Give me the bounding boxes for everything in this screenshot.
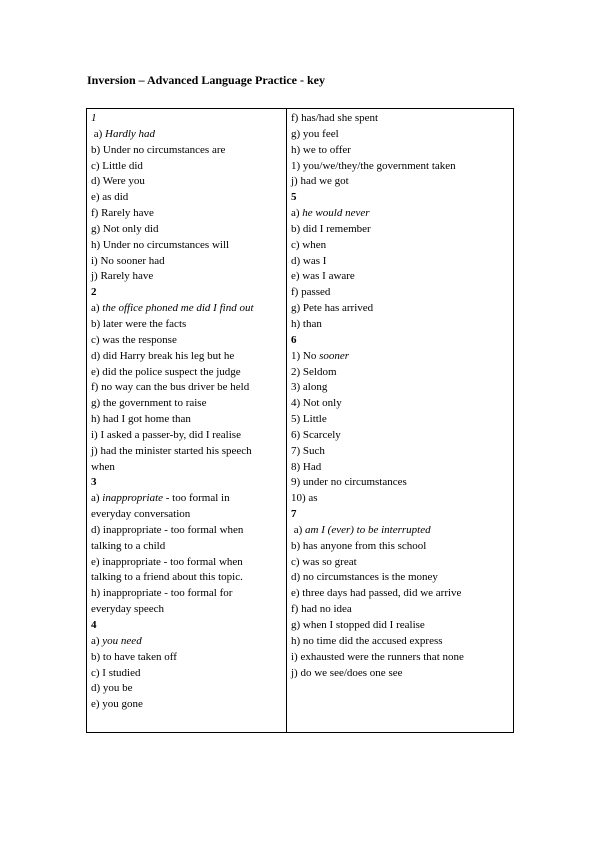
answer-line: 9) under no circumstances	[291, 476, 407, 489]
answer-line	[91, 634, 283, 650]
answer-line: h) we to offer	[291, 143, 351, 156]
exercise-number: 4	[91, 619, 97, 631]
answer-line: e) as did	[91, 191, 129, 204]
answer-prefix: a)	[291, 207, 303, 220]
answer-line	[91, 301, 283, 317]
answer-line: i) I asked a passer-by, did I realise	[91, 428, 241, 441]
example-answer: the office phoned me did I find out	[102, 302, 254, 315]
answer-line: 2) Seldom	[291, 365, 337, 378]
answer-line	[291, 523, 513, 539]
answer-prefix: a)	[291, 523, 306, 536]
answer-line: j) had we got	[291, 175, 349, 188]
answer-line: everyday speech	[91, 603, 164, 616]
answer-line: h) inappropriate - too formal for	[91, 587, 233, 600]
answer-line: 7) Such	[291, 444, 325, 457]
answer-line: f) has/had she spent	[291, 112, 379, 124]
answer-line: 3) along	[291, 381, 328, 394]
answer-line: e) three days had passed, did we arrive	[291, 587, 462, 600]
answer-line: e) inappropriate - too formal when	[91, 555, 243, 568]
answer-line	[91, 491, 283, 507]
answer-line: 1) you/we/they/the government taken	[291, 159, 456, 172]
answer-prefix: 1) No	[291, 349, 320, 362]
answer-line: b) has anyone from this school	[291, 539, 427, 552]
answer-line: h) than	[291, 317, 322, 330]
answer-line: g) you feel	[291, 127, 339, 140]
answer-line: f) no way can the bus driver be held	[91, 381, 250, 394]
answer-line: 10) as	[291, 492, 318, 505]
answer-line: d) Were you	[91, 175, 145, 188]
answer-line: f) Rarely have	[91, 207, 154, 220]
answer-line: d) no circumstances is the money	[291, 571, 438, 584]
example-answer: inappropriate	[102, 492, 164, 505]
exercise-number: 5	[291, 191, 297, 204]
example-answer: Hardly had	[105, 127, 156, 140]
answer-prefix: a)	[91, 492, 103, 505]
answer-line: e) did the police suspect the judge	[91, 365, 241, 378]
answer-line: d) you be	[91, 682, 133, 695]
example-answer: am I (ever) to be interrupted	[305, 523, 431, 536]
exercise-number: 6	[291, 333, 297, 346]
answer-line: h) no time did the accused express	[291, 634, 443, 647]
answer-line	[291, 206, 513, 222]
example-answer: you need	[102, 634, 142, 647]
answer-line: h) Under no circumstances will	[91, 238, 230, 251]
exercise-number: 7	[291, 508, 297, 521]
answer-line: b) to have taken off	[91, 650, 177, 663]
answer-line: when	[91, 460, 115, 473]
answer-line: b) did I remember	[291, 222, 371, 235]
answer-line	[91, 127, 283, 143]
answer-line: g) the government to raise	[91, 397, 207, 410]
answer-line: b) Under no circumstances are	[91, 143, 226, 156]
answer-line: e) you gone	[91, 698, 143, 711]
answer-prefix: a)	[91, 634, 103, 647]
answer-line: 8) Had	[291, 460, 322, 473]
answer-line: f) had no idea	[291, 603, 352, 616]
exercise-number: 2	[91, 286, 97, 299]
exercise-number: 1	[91, 112, 97, 124]
answer-line: 6) Scarcely	[291, 428, 341, 441]
column-divider	[286, 109, 287, 732]
exercise-number: 3	[91, 476, 97, 489]
answer-line: everyday conversation	[91, 508, 191, 521]
answer-line: i) No sooner had	[91, 254, 165, 267]
answer-line: d) did Harry break his leg but he	[91, 349, 235, 362]
answer-line: j) Rarely have	[91, 270, 154, 283]
answer-line: c) I studied	[91, 666, 141, 679]
answer-line: g) Pete has arrived	[291, 302, 374, 315]
answer-prefix: a)	[91, 302, 103, 315]
answer-line: c) was so great	[291, 555, 357, 568]
answer-line: c) Little did	[91, 159, 143, 172]
answer-line: 4) Not only	[291, 397, 342, 410]
answer-line: j) had the minister started his speech	[91, 444, 252, 457]
answer-line: c) was the response	[91, 333, 177, 346]
answer-line	[291, 349, 513, 365]
answer-line: i) exhausted were the runners that none	[291, 650, 464, 663]
answer-key-table	[86, 108, 514, 733]
right-column	[291, 111, 513, 681]
answer-line: e) was I aware	[291, 270, 355, 283]
example-answer: he would never	[302, 207, 370, 220]
answer-line: f) passed	[291, 286, 331, 299]
answer-line: 5) Little	[291, 413, 327, 426]
answer-line: h) had I got home than	[91, 413, 191, 426]
example-answer: sooner	[319, 349, 350, 362]
left-column	[91, 111, 283, 713]
page-title: Inversion – Advanced Language Practice - key	[87, 73, 325, 87]
answer-line: talking to a child	[91, 539, 166, 552]
answer-line: talking to a friend about this topic.	[91, 571, 243, 584]
answer-prefix: a)	[91, 127, 106, 140]
answer-line: b) later were the facts	[91, 317, 187, 330]
answer-line: d) was I	[291, 254, 327, 267]
answer-line: d) inappropriate - too formal when	[91, 523, 244, 536]
answer-line: c) when	[291, 238, 327, 251]
answer-line: g) when I stopped did I realise	[291, 619, 425, 631]
answer-suffix: - too formal in	[163, 492, 230, 505]
answer-line: j) do we see/does one see	[291, 666, 403, 679]
answer-line: g) Not only did	[91, 222, 159, 235]
